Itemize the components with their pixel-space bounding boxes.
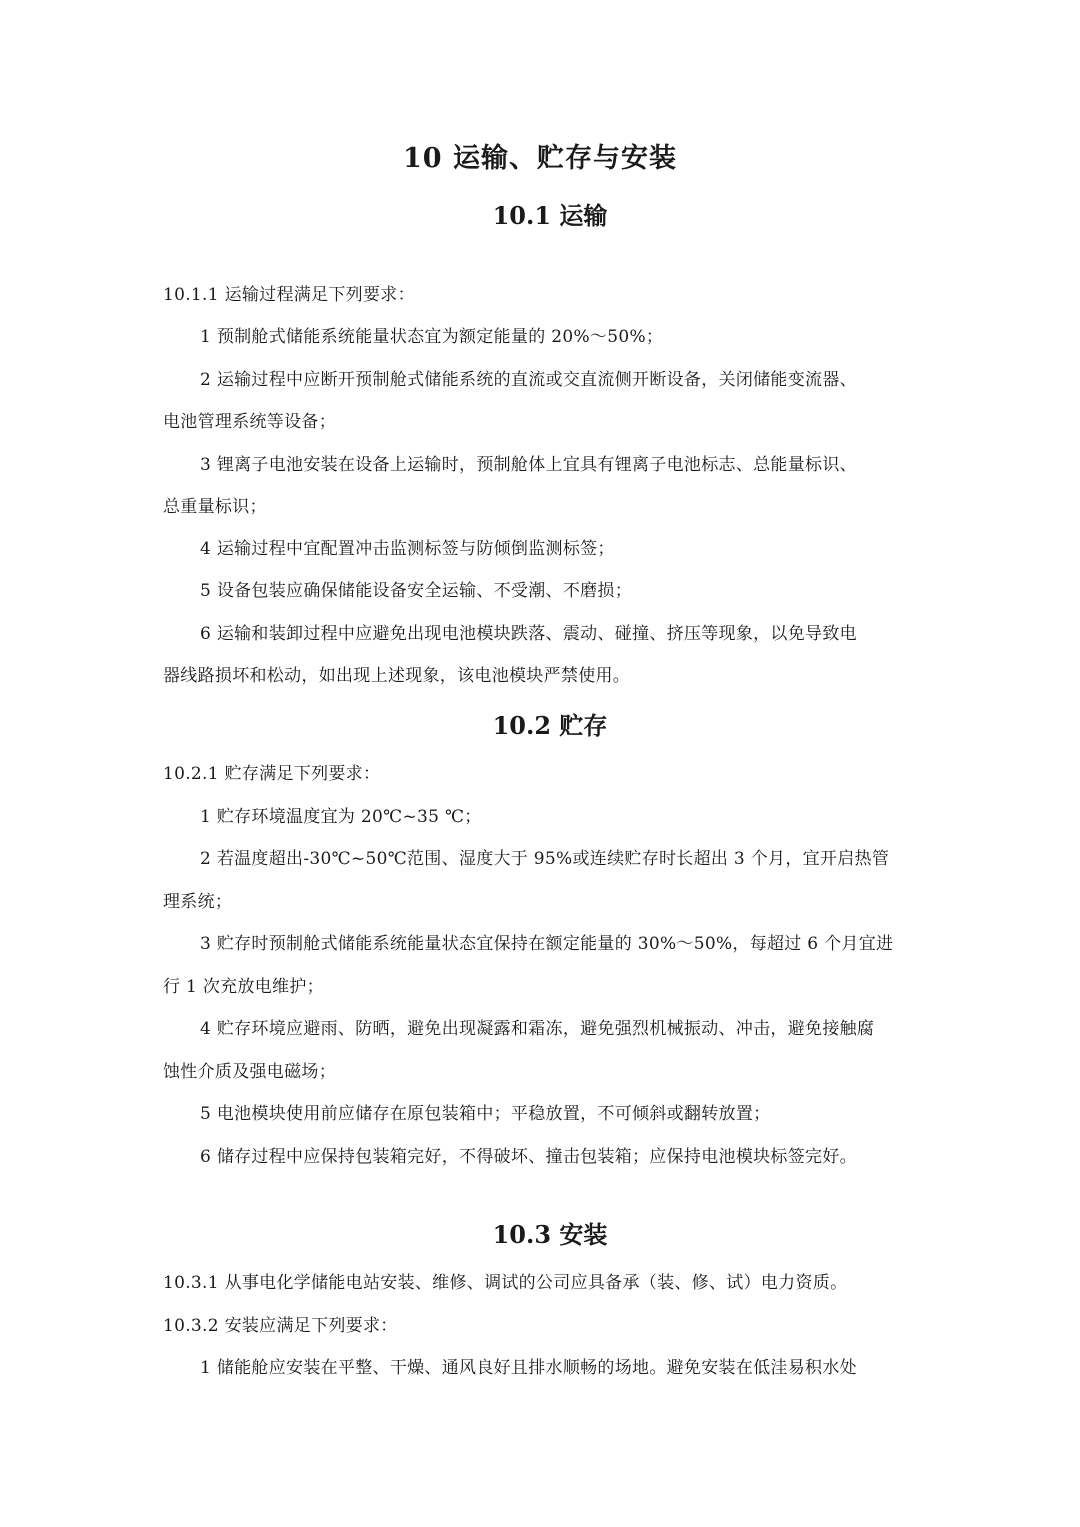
chapter-title: 10 运输、贮存与安装 (403, 143, 677, 174)
transport-item-3: 3 锂离子电池安装在设备上运输时，预制舱体上宜具有锂离子电池标志、总能量标识、 (200, 455, 857, 475)
section-heading-storage: 10.2 贮存 (492, 711, 608, 740)
storage-item-3-cont: 行 1 次充放电维护； (163, 977, 324, 997)
transport-item-2-cont: 电池管理系统等设备； (163, 412, 336, 432)
storage-item-2-cont: 理系统； (163, 892, 233, 912)
storage-item-2: 2 若温度超出-30℃~50℃范围、湿度大于 95%或连续贮存时长超出 3 个月，宜开启热管 (200, 849, 890, 869)
clause-10-2-1: 10.2.1 贮存满足下列要求： (163, 764, 381, 784)
section-heading-installation: 10.3 安装 (492, 1220, 608, 1249)
section-heading-transport: 10.1 运输 (492, 201, 608, 230)
storage-item-3: 3 贮存时预制舱式储能系统能量状态宜保持在额定能量的 30%～50%，每超过 6 个月宜进 (200, 934, 894, 954)
transport-item-6-cont: 器线路损坏和松动，如出现上述现象，该电池模块严禁使用。 (163, 666, 631, 686)
transport-item-4: 4 运输过程中宜配置冲击监测标签与防倾倒监测标签； (200, 539, 615, 559)
storage-item-1: 1 贮存环境温度宜为 20℃~35 ℃； (200, 807, 482, 827)
storage-item-5: 5 电池模块使用前应储存在原包装箱中；平稳放置，不可倾斜或翻转放置； (200, 1104, 771, 1124)
clause-10-3-2: 10.3.2 安装应满足下列要求： (163, 1316, 398, 1336)
storage-item-6: 6 储存过程中应保持包装箱完好，不得破坏、撞击包装箱；应保持电池模块标签完好。 (200, 1147, 857, 1167)
clause-10-3-1: 10.3.1 从事电化学储能电站安装、维修、调试的公司应具备承（装、修、试）电力资质。 (163, 1273, 848, 1293)
transport-item-5: 5 设备包装应确保储能设备安全运输、不受潮、不磨损； (200, 581, 633, 601)
transport-item-2: 2 运输过程中应断开预制舱式储能系统的直流或交直流侧开断设备，关闭储能变流器、 (200, 370, 857, 390)
transport-item-3-cont: 总重量标识； (163, 497, 267, 517)
transport-item-1: 1 预制舱式储能系统能量状态宜为额定能量的 20%～50%； (200, 327, 664, 347)
clause-10-1-1: 10.1.1 运输过程满足下列要求： (163, 285, 415, 305)
transport-item-6: 6 运输和装卸过程中应避免出现电池模块跌落、震动、碰撞、挤压等现象，以免导致电 (200, 624, 857, 644)
storage-item-4-cont: 蚀性介质及强电磁场； (163, 1062, 336, 1082)
storage-item-4: 4 贮存环境应避雨、防晒，避免出现凝露和霜冻，避免强烈机械振动、冲击，避免接触腐 (200, 1019, 875, 1039)
installation-item-1: 1 储能舱应安装在平整、干燥、通风良好且排水顺畅的场地。避免安装在低洼易积水处 (200, 1358, 857, 1378)
